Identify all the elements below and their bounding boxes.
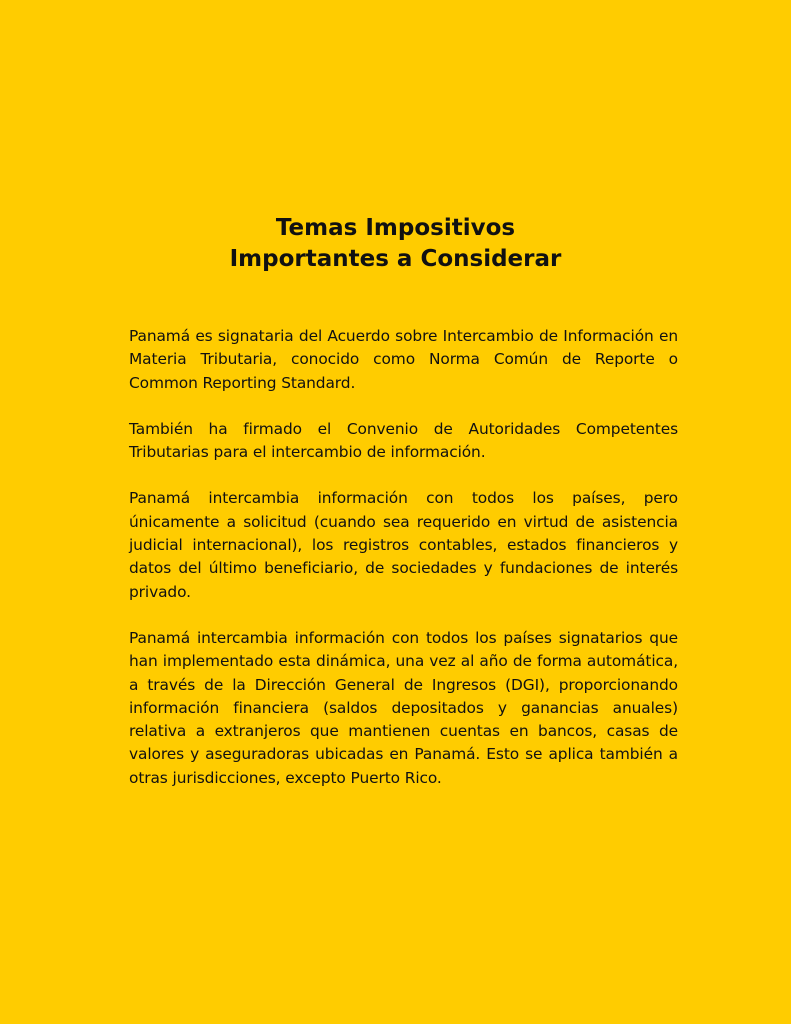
paragraph-convenio: También ha firmado el Convenio de Autoridades Competentes Tributarias para el intercambio de información. [129,419,678,462]
body-text [129,325,678,813]
paragraph-crs: Panamá es signataria del Acuerdo sobre Intercambio de Información en Materia Tributaria, conocido como Norma Común de Reporte o Common Reporting Standard. [129,327,678,392]
title-line-1: Temas Impositivos [275,215,516,241]
title-line-2: Importantes a Considerar [229,246,562,272]
page-title [0,213,791,275]
paragraph-automatico: Panamá intercambia información con todos los países signatarios que han implementado esta dinámica, una vez al año de forma automática, a través de la Dirección General de Ingresos (DGI), proporcionando información financiera (saldos depositados y ganancias anuales) relativa a extranjeros que mantienen cuentas en bancos, casas de valores y aseguradoras ubicadas en Panamá. Esto se aplica también a otras jurisdicciones, excepto Puerto Rico. [129,628,678,787]
paragraph-solicitud: Panamá intercambia información con todos los países, pero únicamente a solicitud (cuando sea requerido en virtud de asistencia judicial internacional), los registros contables, estados financieros y datos del último beneficiario, de sociedades y fundaciones de interés privado. [129,489,678,601]
